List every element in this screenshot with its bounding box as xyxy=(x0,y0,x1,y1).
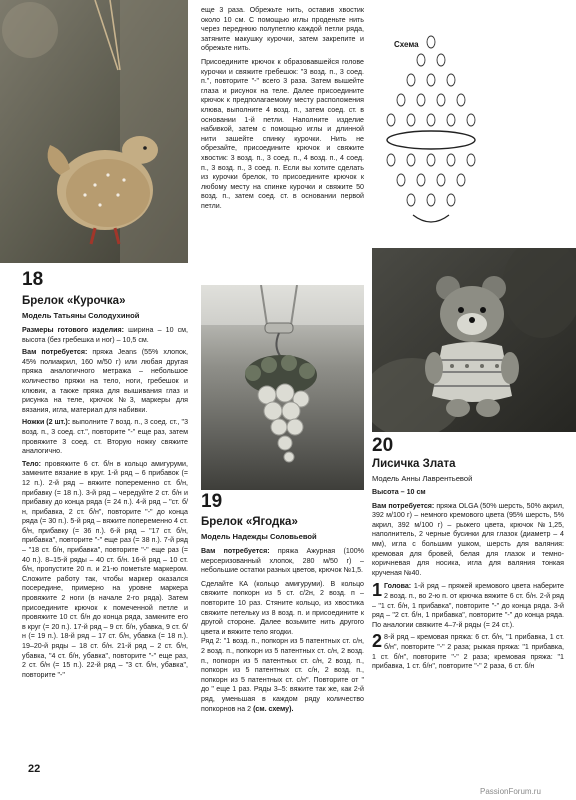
crochet-scheme xyxy=(383,30,479,235)
watermark: PassionForum.ru xyxy=(480,787,541,796)
paragraph: Размеры готового изделия: ширина – 10 см, высота (без гребешка и ног) – 10,5 см. xyxy=(22,326,188,344)
page-number: 22 xyxy=(28,763,41,775)
project-number: 20 xyxy=(372,435,394,456)
project-author: Модель Татьяны Солодухиной xyxy=(22,311,140,320)
height-line: Высота – 10 см xyxy=(372,488,426,496)
left-column xyxy=(22,270,188,680)
paragraph: Вам потребуется: пряжа Jeans (55% хлопок, 45% полиакрил, 160 м/50 г) или любая другая пряжа аналогичного метража – небольшое количество пряжи на тело, ноги, гребешок и клювик, а также пряжа для вышивания глаз и рисунка на теле, крючок №3, маркеры для вязания, игла, материал для набивки. xyxy=(22,348,188,414)
paragraph: Вам потребуется: пряжа Ажурная (100% мерсеризованный хлопок, 280 м/50 г) – небольшие остатки разных цветов, крючок №1,5. xyxy=(201,547,364,575)
scheme-label: Схема xyxy=(394,40,419,49)
project-number: 18 xyxy=(22,269,44,290)
project-title: Брелок «Ягодка» xyxy=(201,516,298,528)
project-title: Лисичка Злата xyxy=(372,458,456,470)
project-author: Модель Надежды Соловьевой xyxy=(201,532,317,541)
paragraph: Тело: провяжите 6 ст. б/н в кольцо амигуруми, замкните вязание в круг. 1-й ряд – 6 прибавок (= 12 п.). 2-й ряд – вяжите попеременно ст. б/н, прибавку (= 18 п.). 3-й ряд – чередуйте 2 ст. б/н и прибавку до конца ряда (= 24 п.). 4-й ряд – "ст. б/н, прибавка, 2 ст. б/н", повторите "-" до конца ряда (= 30 п.). 5-й ряд – вяжите попеременно 4 ст. б/н, прибавку (= 36 п.). 6-й ряд – "17 ст. б/н, прибавка", повторите "-" еще раз (= 38 п.). 7-й ряд – "18 ст. б/н, прибавка", повторите "-" еще раз (= 40 п.). 8–15-й ряды – 40 ст. б/н. 16-й ряд – 10 ст. б/н, пропустите 20 п. и 21-ю пометьте маркером. Сложите работу так, чтобы маркер оказался посередине, примерно на уровне маркера провяжите 2 ноги (в начале 2-го ряда). Затем присоедините крючок к помеченной петле и провяжите 10 ст. б/н до конца ряда, замкните его в круг (= 20 п.). 17-й ряд – 9 ст. б/н, убавка, 9 ст. б/н (= 19 п.). 18-й ряд – 17 ст. б/н, убавка (= 18 п.). 19–20-й ряды – 18 ст. б/н. 21-й ряд – 2 ст. б/н, убавка, "4 ст. б/н, убавка", повторите "-" еще раз, 2 ст. б/н (= 15 п.). 22-й ряд – "3 ст. б/н, убавка", повторите "-" xyxy=(22,459,188,679)
paragraph: 2 8-й ряд – кремовая пряжа: 6 ст. б/н, "1 прибавка, 1 ст. б/н", повторите "-" 2 раза; рыжая пряжа: "1 прибавка, 1 ст. б/н", повторите "-" 2 раза; кремовая пряжа: "1 прибавка, 1 ст. б/н", повторите "-" 2 раза, 6 ст. б/н xyxy=(372,631,564,671)
project-number: 19 xyxy=(201,491,223,512)
paragraph: Ножки (2 шт.): выполните 7 возд. п., 3 соед. ст., "3 возд. п., 3 соед. ст.", повторите "-" еще раз, затем провяжите 3 соед. ст. Вторую ножку свяжите аналогично. xyxy=(22,418,189,456)
paragraph: Вам потребуется: пряжа OLGA (50% шерсть, 50% акрил, 392 м/100 г) – немного кремового цвета (95% шерсть, 5% акрил, 392 м/100 г) – рыжего цвета, крючок №1,25, наполнитель, 2 черные бусинки для глазок (диаметр – 4 мм), игла с большим ушком, шерсть для валяния: кремовая для бровей, белая для глазок и темно-коричневая для носика, игла для валяния тонкая крученая №40. xyxy=(372,501,564,577)
paragraph: Ряд 2: "1 возд. п., попкорн из 5 патентных ст. с/н, 2 возд. п., попкорн из 5 патентных ст. с/н, 2 возд. п., попкорн из 5 патентных ст. с/н, 2 возд. п., попкорн из 5 патентных ст. с/н, 2 возд. п., попкорн из 5 патентных ст. с/н". Повторите от " до " еще 1 раз. Ряды 3–5: вяжите так же, как 2-й ряд, уменьшая в каждом ряду количество попкорнов на 2 (см. схему). xyxy=(201,637,364,713)
paragraph: 1 Голова: 1-й ряд – пряжей кремового цвета наберите 2 возд. п., во 2-ю п. от крючка вяжите 6 ст. б/н. 2-й ряд – "1 ст. б/н, 1 прибавка", повторите "-" до конца ряда. 3-й ряд – "2 ст. б/н, 1 прибавка", повторите "-" до конца ряда. По аналогии свяжите 4–7-й ряды (= 24 ст.). xyxy=(372,580,564,629)
fox-toy-photo xyxy=(372,248,576,432)
hen-keychain-photo xyxy=(0,0,188,263)
paragraph: еще 3 раза. Обрежьте нить, оставив хвостик около 10 см. С помощью иглы проденьте нить через переднюю полупетлю каждой петли ряда, затяните макушку курочки, затем закрепите и обрежьте нить. xyxy=(201,6,364,53)
paragraph: Сделайте КА (кольцо амигуруми). В кольцо свяжите попкорн из 5 ст. с/2н, 2 возд. п – повторите 10 раз. Стяните кольцо, из хвостика свяжите петельку из 8 возд. п. и присоедините к другой стороне. Далее возьмите нить другого цвета и вяжите тело ягодки. xyxy=(201,579,364,636)
berry-keychain-photo xyxy=(201,285,364,490)
project-author: Модель Анны Лаврентьевой xyxy=(372,474,473,483)
middle-column-bottom xyxy=(201,492,364,714)
paragraph: Присоедините крючок к образовавшейся голове курочки и свяжите гребешок: "3 возд. п., 3 соед. п.", повторите "-" всего 3 раза. Затем вышейте глаза и рисунок на теле. Далее присоедините крючок к предполагаемому месту расположения клюва, выполните 4 возд. п., затем соед. ст. в основании 1-й петли. Наполните изделие набивкой, затем с помощью иглы и длинной нити зашейте спинку курочки. Нить не обрезайте, присоедините крючок и свяжите хвостик: 3 возд. п., 3 соед. п., 4 возд. п., 4 соед. п., 3 возд. п., 3 соед. п. Если вы хотите сделать из курочки брелок, то присоедините крючок к любому месту на спинке курочки и свяжите 50 возд. п., затем соед. ст. в основании первой петли. xyxy=(201,57,364,210)
right-column xyxy=(372,436,564,672)
project-title: Брелок «Курочка» xyxy=(22,295,126,307)
middle-column-top xyxy=(201,6,364,211)
